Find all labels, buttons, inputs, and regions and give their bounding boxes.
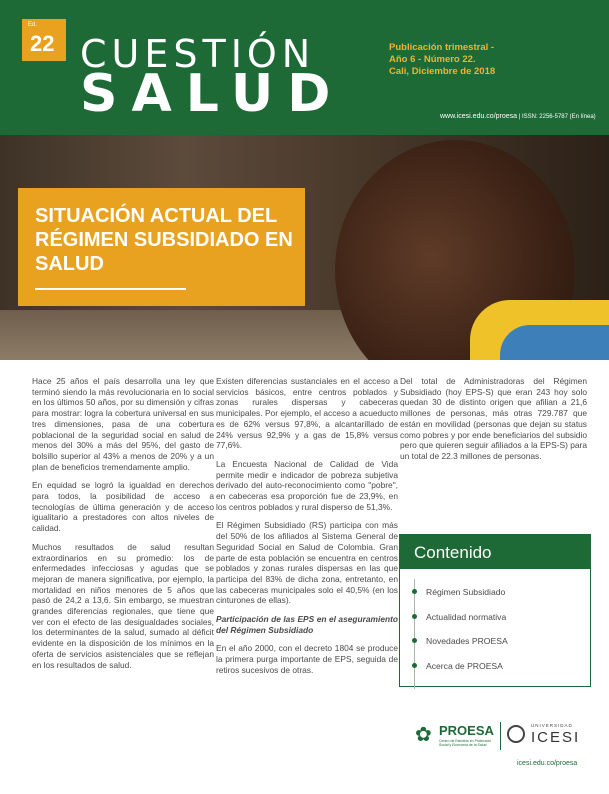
article-column-3 [400,376,587,470]
pub-line-1: Publicación trimestral - [389,42,495,53]
contents-item-label: Novedades PROESA [426,636,508,646]
article-column-2 [216,376,398,684]
proesa-tagline: Centro de Estudios en Protección Social y Economía de la Salud [439,739,492,747]
contents-item[interactable] [414,612,508,637]
bullet-dot-icon [412,589,417,594]
contents-item[interactable] [414,661,508,686]
article-column-1 [32,376,214,678]
paragraph: Hace 25 años el país desarrolla una ley que terminó siendo la más revolucionaria en lo social en los últimos 50 años, por su dimensión y cifras para mostrar: logra la cobertura universal en sus tres dimensiones, pasa de una cobertura poblacional de la seguridad social en salud de menos del 30% a más del 95%, del gasto de bolsillo superior al 43% a menos de 20% y a un plan de beneficios tremendamente amplio. [32,376,214,472]
footer-url[interactable]: icesi.edu.co/proesa [517,760,578,767]
contents-item[interactable] [414,587,508,612]
icesi-seal-icon [507,725,525,743]
proesa-logo [415,721,497,751]
contents-list [414,587,508,685]
publication-title-top: CUESTIÓN [80,32,316,76]
bullet-dot-icon [412,614,417,619]
pub-line-2: Año 6 - Número 22. [389,54,476,65]
icesi-logo [507,721,589,751]
proesa-name: PROESA [439,723,494,738]
paragraph: En equidad se logró la igualdad en derechos para todos, la posibilidad de acceso a tecnologías de última generación y de acceso igualitario a prestadores con altos niveles de calidad. [32,480,214,534]
edition-number: 22 [30,31,55,56]
feature-title-panel [18,188,305,306]
section-subtitle: Participación de las EPS en el aseguramiento del Régimen Subsidiado [216,614,398,635]
icesi-name: ICESI [531,729,581,746]
bullet-dot-icon [412,638,417,643]
pub-line-3: Cali, Diciembre de 2018 [389,66,496,77]
logo-divider [500,722,501,750]
website-link[interactable]: www.icesi.edu.co/proesa [440,113,518,120]
publication-info [389,42,495,78]
issn-text: | ISSN: 2256-5787 (En línea) [517,114,596,120]
feature-title: SITUACIÓN ACTUAL DEL RÉGIMEN SUBSIDIADO EN SALUD [35,205,293,275]
icesi-university-label: UNIVERSIDAD [531,723,573,728]
contents-item-label: Acerca de PROESA [426,660,503,671]
bullet-dot-icon [412,663,417,668]
contents-item[interactable] [414,636,508,661]
child-shirt-inner [500,325,609,360]
proesa-flower-icon: ✿ [415,724,432,746]
edition-badge [22,19,66,61]
contents-item-label: Actualidad normativa [426,611,507,622]
paragraph: Del total de Administradoras del Régimen Subsidiado (hoy EPS-S) que eran 243 hoy solo quedan 30 de distinto origen que afilian a 21,6 millones de personas, más otras 729.787 que están en movilidad (personas que dejan su status como pobres y por ende beneficiarios del subsidio pero que quieren seguir afiliados a la EPS-S) para un total de 22.3 millones de personas. [400,376,587,461]
contents-box [399,534,591,687]
paragraph: El Régimen Subsidiado (RS) participa con más del 50% de los afiliados al Sistema General de Seguridad Social en Salud de Colombia. Gran parte de esta población se encuentra en centros poblados y zonas rurales dispersas en las que participa del 83% de dicha zona, entretanto, en las cabeceras municipales solo el 40,5% (en los cinturones de ellas). [216,520,398,606]
contents-item-label: Régimen Subsidiado [426,587,506,597]
publication-title-main: SALUD [80,64,345,124]
edition-label: Ed. [28,22,38,28]
paragraph: En el año 2000, con el decreto 1804 se produce la primera purga importante de EPS, seguida de retiros sucesivos de otras. [216,643,398,675]
masthead [0,0,609,135]
paragraph: Existen diferencias sustanciales en el acceso a servicios básicos, entre centros poblados y zonas rurales dispersas y cabeceras municipales. Por ejemplo, el acceso a acueducto es de 62% versus 97,8%, a alcantarillado de 24% versus 92,9% y a gas de 15,8% versus 77,6%. [216,376,398,451]
paragraph: La Encuesta Nacional de Calidad de Vida permite medir e indicador de pobreza subjetiva derivado del auto-reconocimiento como "pobre", en cabeceras esa proporción fue de 23,9%, en los centros poblados y rural disperso de 51,3%. [216,458,398,512]
contents-title: Contenido [400,535,590,569]
feature-title-rule [35,288,186,290]
paragraph: Muchos resultados de salud resultan extraordinarios en su promedio: los de enfermedades infecciosas y agudas que se mejoran de manera significativa, por ejemplo, la mortalidad en niños menores de 5 años que pasó de 24,2 a 13,6. Sin embargo, se muestran grandes diferencias regionales, que tiene que ver con el efecto de las desigualdades sociales, los determinantes de la salud, sumado al déficit evidente en la disposición de los mínimos en la oferta de servicios asistenciales que se reflejan en los resultados de salud. [32,541,214,670]
web-issn-line [440,113,596,120]
